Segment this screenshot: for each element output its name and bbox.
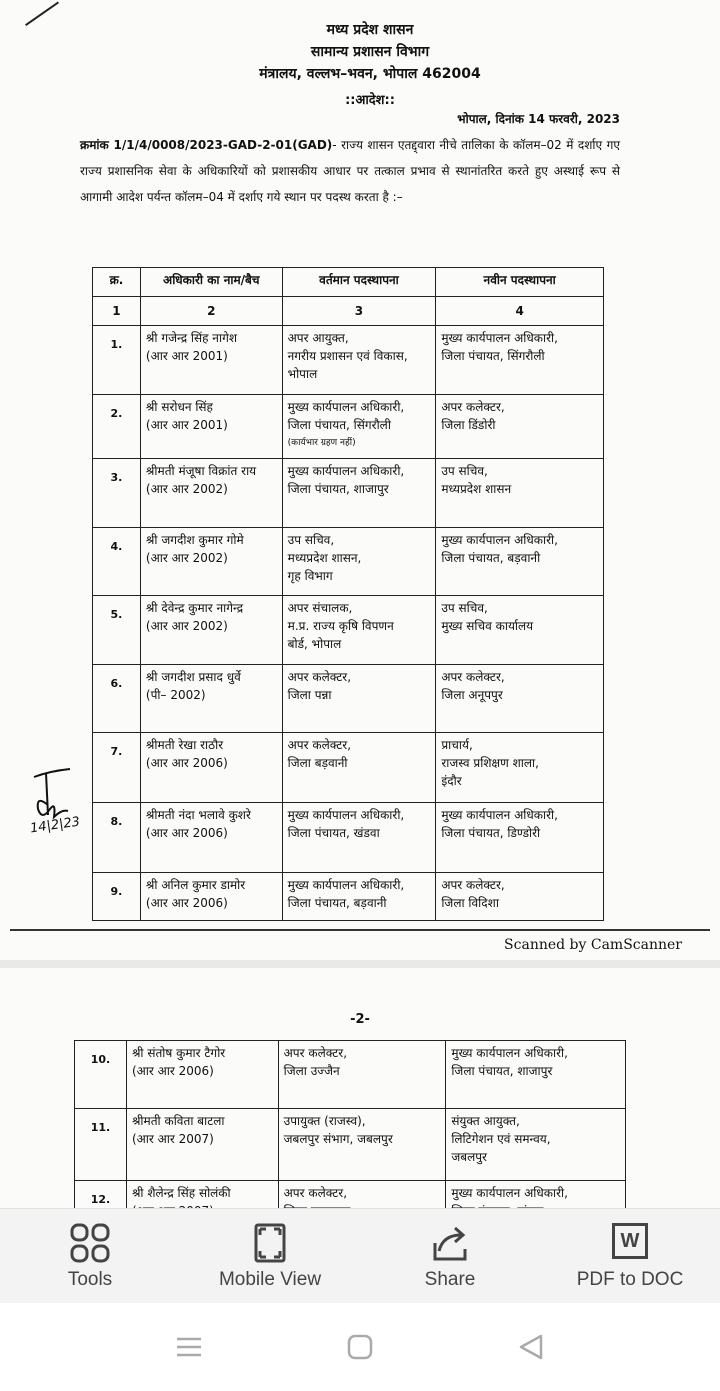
officer-cell	[140, 665, 282, 733]
order-intro	[80, 132, 620, 210]
new-line: मुख्य कार्यपालन अधिकारी,	[441, 331, 558, 345]
table-row	[93, 873, 604, 921]
row-serial: 9.	[93, 873, 141, 921]
officer-name: श्रीमती मंजूषा विक्रांत राय	[145, 464, 257, 478]
pdf-to-doc-label: PDF to DOC	[576, 1269, 684, 1290]
table-row	[75, 1041, 626, 1109]
new-posting-cell	[436, 395, 604, 459]
order-title: ::आदेश::	[345, 93, 395, 108]
new-posting-cell	[436, 459, 604, 528]
new-line: मध्यप्रदेश शासन	[441, 482, 512, 496]
page-divider	[10, 929, 710, 931]
current-posting-cell	[282, 326, 436, 395]
row-serial: 7.	[93, 733, 141, 803]
officer-name: श्रीमती रेखा राठौर	[145, 738, 224, 752]
new-line: जिला विदिशा	[441, 896, 499, 910]
new-line: जिला डिंडोरी	[441, 418, 496, 432]
officer-batch: (आर आर 2002)	[145, 482, 228, 496]
date-line: भोपाल, दिनांक 14 फरवरी, 2023	[457, 112, 620, 126]
current-posting-cell	[282, 528, 436, 596]
signature-mark	[28, 765, 98, 855]
row-serial: 4.	[93, 528, 141, 596]
department-title: सामान्य प्रशासन विभाग	[310, 44, 430, 60]
current-line: जिला बड़वानी	[287, 756, 348, 770]
row-serial: 8.	[93, 803, 141, 873]
current-posting-cell	[282, 665, 436, 733]
officer-cell	[140, 733, 282, 803]
new-line: राजस्व प्रशिक्षण शाला,	[441, 756, 539, 770]
officer-name: श्री देवेन्द्र कुमार नागेन्द्र	[145, 601, 244, 615]
new-line: लिटिगेशन एवं समन्वय,	[451, 1132, 551, 1146]
header-new-posting: नवीन पदस्थापना	[436, 268, 604, 297]
current-line: मुख्य कार्यपालन अधिकारी,	[287, 464, 405, 478]
officer-batch: (आर आर 2006)	[131, 1064, 214, 1078]
govt-title: मध्य प्रदेश शासन	[326, 22, 414, 38]
current-posting-cell	[282, 873, 436, 921]
new-line: जबलपुर	[451, 1150, 487, 1164]
header-serial: क्र.	[93, 268, 141, 297]
current-line: नगरीय प्रशासन एवं विकास,	[287, 349, 408, 363]
current-posting-cell	[278, 1109, 446, 1181]
new-line: मुख्य कार्यपालन अधिकारी,	[441, 808, 558, 822]
table-row	[75, 1109, 626, 1181]
officer-batch: (आर आर 2002)	[145, 619, 228, 633]
new-line: जिला अनूपपुर	[441, 688, 503, 702]
row-serial: 11.	[75, 1109, 127, 1181]
new-line: संयुक्त आयुक्त,	[451, 1114, 520, 1128]
table-row	[93, 395, 604, 459]
new-line: मुख्य सचिव कार्यालय	[441, 619, 534, 633]
officer-batch: (आर आर 2007)	[131, 1132, 214, 1146]
new-posting-cell	[436, 733, 604, 803]
officer-cell	[140, 459, 282, 528]
current-posting-cell	[282, 803, 436, 873]
back-icon[interactable]	[517, 1333, 545, 1361]
officer-name: श्री शैलेन्द्र सिंह सोलंकी	[131, 1186, 231, 1200]
table-row	[93, 665, 604, 733]
current-line: अपर कलेक्टर,	[283, 1046, 348, 1060]
new-line: जिला पंचायत, डिण्डोरी	[441, 826, 541, 840]
new-line: मुख्य कार्यपालन अधिकारी,	[441, 533, 558, 547]
current-line: जिला उज्जैन	[283, 1064, 340, 1078]
new-line: अपर कलेक्टर,	[441, 400, 505, 414]
colnum-2: 2	[140, 297, 282, 326]
new-line: उप सचिव,	[441, 601, 488, 615]
officer-cell	[140, 528, 282, 596]
table-row	[93, 803, 604, 873]
current-posting-cell	[282, 733, 436, 803]
table-row	[93, 326, 604, 395]
mobile-view-label: Mobile View	[218, 1269, 322, 1290]
colnum-4: 4	[436, 297, 604, 326]
officer-name: श्री गजेन्द्र सिंह नागेश	[145, 331, 237, 345]
tools-icon	[70, 1223, 110, 1263]
table-row	[93, 459, 604, 528]
current-line: मध्यप्रदेश शासन,	[287, 551, 362, 565]
new-line: अपर कलेक्टर,	[441, 670, 505, 684]
officer-cell	[126, 1041, 278, 1109]
header-officer: अधिकारी का नाम/बैच	[140, 268, 282, 297]
current-line: गृह विभाग	[287, 569, 333, 583]
row-serial: 5.	[93, 596, 141, 665]
current-line: म.प्र. राज्य कृषि विपणन	[287, 619, 394, 633]
new-line: अपर कलेक्टर,	[441, 878, 505, 892]
page-gap	[0, 960, 720, 968]
order-text: - राज्य शासन एतद्द्वारा नीचे तालिका के कॉलम–02 में दर्शाए गए राज्य प्रशासनिक सेवा के अधिकारियों को प्रशासकीय आधार पर तत्काल प्रभाव से स्थानांतरित करते हुए अस्थाई रूप से आगामी आदेश पर्यन्त कॉलम–04 में दर्शाए गये स्थान पर पदस्थ करता है :–	[80, 138, 620, 204]
officer-cell	[126, 1109, 278, 1181]
current-line: जिला पन्ना	[287, 688, 332, 702]
recent-apps-icon[interactable]	[175, 1333, 203, 1361]
current-line: जबलपुर संभाग, जबलपुर	[283, 1132, 393, 1146]
current-line: मुख्य कार्यपालन अधिकारी,	[287, 400, 405, 414]
current-line: मुख्य कार्यपालन अधिकारी,	[287, 808, 405, 822]
header-current-posting: वर्तमान पदस्थापना	[282, 268, 436, 297]
current-line: उपायुक्त (राजस्व),	[283, 1114, 366, 1128]
table-header-row	[93, 268, 604, 297]
officer-cell	[140, 803, 282, 873]
table-row	[93, 733, 604, 803]
system-nav-bar	[0, 1303, 720, 1391]
new-line: मुख्य कार्यपालन अधिकारी,	[451, 1046, 568, 1060]
row-serial: 3.	[93, 459, 141, 528]
current-line: अपर कलेक्टर,	[283, 1186, 348, 1200]
current-line: जिला पंचायत, बड़वानी	[287, 896, 387, 910]
officer-name: श्रीमती कविता बाटला	[131, 1114, 225, 1128]
new-posting-cell	[436, 326, 604, 395]
colnum-3: 3	[282, 297, 436, 326]
current-line: जिला पंचायत, शाजापुर	[287, 482, 389, 496]
officer-cell	[140, 395, 282, 459]
pdf-to-doc-button[interactable]	[560, 1209, 700, 1304]
colnum-1: 1	[93, 297, 141, 326]
mobile-view-icon	[254, 1223, 286, 1263]
officer-cell	[140, 596, 282, 665]
row-serial: 10.	[75, 1041, 127, 1109]
current-line: अपर संचालक,	[287, 601, 353, 615]
officer-name: श्रीमती नंदा भलावे कुशरे	[145, 808, 251, 822]
officer-batch: (पी– 2002)	[145, 688, 206, 702]
new-line: उप सचिव,	[441, 464, 488, 478]
new-line: मुख्य कार्यपालन अधिकारी,	[451, 1186, 568, 1200]
row-serial: 12.	[75, 1181, 127, 1235]
order-number: क्रमांक 1/1/4/0008/2023-GAD-2-01(GAD)	[80, 138, 333, 152]
tools-label: Tools	[67, 1269, 113, 1290]
row-serial: 2.	[93, 395, 141, 459]
current-line: अपर कलेक्टर,	[287, 670, 352, 684]
officer-name: श्री अनिल कुमार डामोर	[145, 878, 246, 892]
word-doc-icon: W	[612, 1223, 648, 1259]
table-colnum-row	[93, 297, 604, 326]
home-icon[interactable]	[346, 1333, 374, 1361]
new-line: जिला पंचायत, बड़वानी	[441, 551, 541, 565]
officer-cell	[140, 873, 282, 921]
row-serial: 6.	[93, 665, 141, 733]
current-posting-cell	[278, 1041, 446, 1109]
transfer-table-continued	[74, 1040, 626, 1235]
signature-date: 14|2|23	[29, 814, 81, 837]
current-line: भोपाल	[287, 367, 318, 381]
new-posting-cell	[436, 596, 604, 665]
new-line: जिला पंचायत, सिंगरौली	[441, 349, 545, 363]
current-posting-cell	[282, 596, 436, 665]
current-note: (कार्यभार ग्रहण नहीं)	[287, 438, 356, 448]
officer-batch: (आर आर 2001)	[145, 418, 228, 432]
transfer-table	[92, 267, 604, 921]
current-posting-cell	[282, 459, 436, 528]
new-line: प्राचार्य,	[441, 738, 473, 752]
new-posting-cell	[446, 1041, 626, 1109]
officer-name: श्री संतोष कुमार टैगोर	[131, 1046, 226, 1060]
new-posting-cell	[436, 873, 604, 921]
officer-batch: (आर आर 2006)	[145, 826, 228, 840]
share-button[interactable]	[390, 1209, 510, 1304]
current-line: बोर्ड, भोपाल	[287, 637, 342, 651]
officer-cell	[140, 326, 282, 395]
mobile-view-button[interactable]	[190, 1209, 350, 1304]
new-line: इंदौर	[441, 774, 462, 788]
current-line: उप सचिव,	[287, 533, 335, 547]
current-line: जिला पंचायत, सिंगरौली	[287, 418, 391, 432]
officer-batch: (आर आर 2006)	[145, 896, 228, 910]
current-line: जिला पंचायत, खंडवा	[287, 826, 380, 840]
new-posting-cell	[436, 528, 604, 596]
row-serial: 1.	[93, 326, 141, 395]
tools-button[interactable]	[30, 1209, 150, 1304]
officer-name: श्री सरोधन सिंह	[145, 400, 213, 414]
current-line: अपर आयुक्त,	[287, 331, 349, 345]
table-row	[93, 596, 604, 665]
current-posting-cell	[282, 395, 436, 459]
officer-name: श्री जगदीश कुमार गोमे	[145, 533, 244, 547]
share-icon	[429, 1223, 471, 1263]
officer-batch: (आर आर 2006)	[145, 756, 228, 770]
current-line: मुख्य कार्यपालन अधिकारी,	[287, 878, 405, 892]
bottom-toolbar	[0, 1208, 720, 1304]
new-posting-cell	[436, 803, 604, 873]
scanner-watermark: Scanned by CamScanner	[504, 937, 682, 953]
officer-batch: (आर आर 2001)	[145, 349, 228, 363]
current-line: अपर कलेक्टर,	[287, 738, 352, 752]
table-row	[93, 528, 604, 596]
share-label: Share	[424, 1269, 476, 1290]
new-line: जिला पंचायत, शाजापुर	[451, 1064, 553, 1078]
officer-name: श्री जगदीश प्रसाद धुर्वे	[145, 670, 241, 684]
new-posting-cell	[436, 665, 604, 733]
page-number: -2-	[350, 1012, 370, 1027]
address-line: मंत्रालय, वल्लभ–भवन, भोपाल 462004	[259, 66, 481, 82]
new-posting-cell	[446, 1109, 626, 1181]
officer-batch: (आर आर 2002)	[145, 551, 228, 565]
